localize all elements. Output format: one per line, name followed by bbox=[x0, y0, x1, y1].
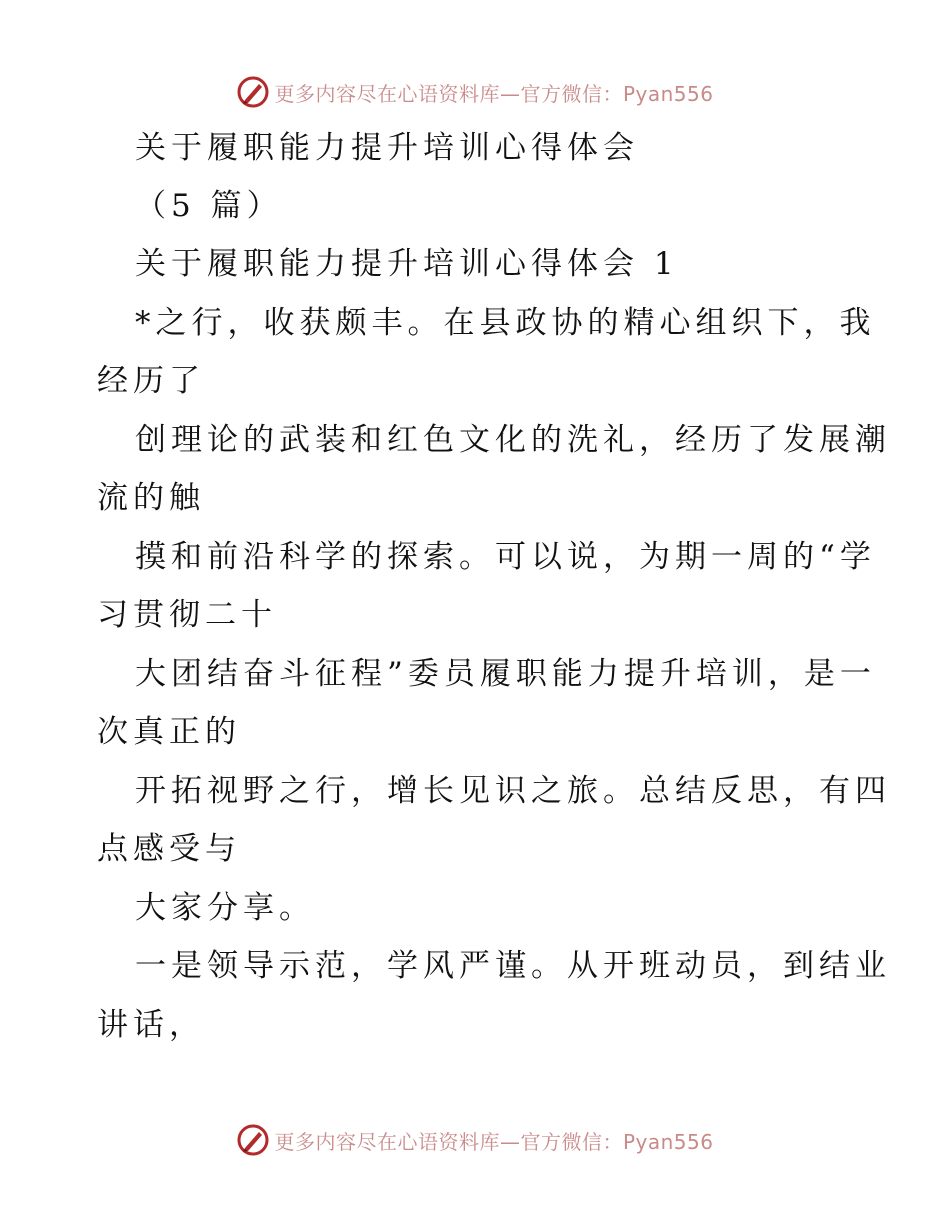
body-line: 流的触 bbox=[97, 480, 205, 516]
header-watermark bbox=[0, 72, 950, 112]
body-line: 点感受与 bbox=[97, 831, 241, 867]
body-line: 讲话， bbox=[97, 1007, 205, 1043]
document-subtitle: （5 篇） bbox=[135, 188, 283, 224]
body-line: 习贯彻二十 bbox=[97, 597, 277, 633]
body-line: 大团结奋斗征程”委员履职能力提升培训，是一 bbox=[135, 656, 876, 692]
body-line: *之行，收获颇丰。在县政协的精心组织下，我 bbox=[135, 305, 876, 341]
body-line: 创理论的武装和红色文化的洗礼，经历了发展潮 bbox=[135, 422, 891, 458]
body-line: 摸和前沿科学的探索。可以说，为期一周的“学 bbox=[135, 539, 876, 575]
watermark-text: 更多内容尽在心语资料库—官方微信：Pyan556 bbox=[274, 1129, 714, 1154]
body-line: 关于履职能力提升培训心得体会 1 bbox=[135, 246, 679, 282]
body-line: 次真正的 bbox=[97, 714, 241, 750]
body-line: 大家分享。 bbox=[135, 890, 315, 926]
body-line: 开拓视野之行，增长见识之旅。总结反思，有四 bbox=[135, 773, 891, 809]
body-line: 一是领导示范，学风严谨。从开班动员，到结业 bbox=[135, 948, 891, 984]
pen-logo-icon bbox=[236, 75, 270, 109]
watermark-text: 更多内容尽在心语资料库—官方微信：Pyan556 bbox=[274, 81, 714, 106]
pen-logo-icon bbox=[236, 1123, 270, 1157]
document-title: 关于履职能力提升培训心得体会 bbox=[135, 130, 639, 166]
body-line: 经历了 bbox=[97, 363, 205, 399]
footer-watermark bbox=[0, 1120, 950, 1160]
